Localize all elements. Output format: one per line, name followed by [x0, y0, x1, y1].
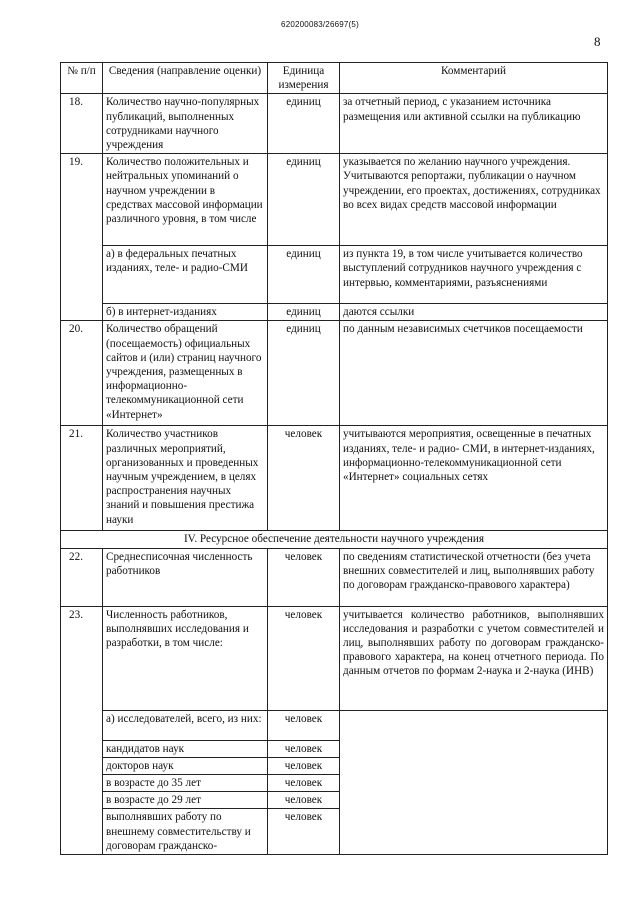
row-info: Численность работников, выполнявших исследования и разработки, в том числе: [103, 606, 268, 710]
table-row [61, 606, 608, 710]
row-info: Среднесписочная численность работников [103, 548, 268, 606]
row-unit: единиц [268, 321, 340, 426]
table-row [61, 154, 608, 246]
section-title: IV. Ресурсное обеспечение деятельности научного учреждения [61, 531, 608, 548]
row-unit: человек [268, 809, 340, 855]
row-info: Количество обращений (посещаемость) официальных сайтов и (или) страниц научного учреждения, размещенных в информационно-телекоммуникационной сети «Интернет» [103, 321, 268, 426]
page-number: 8 [594, 34, 601, 49]
document-id: 620200083/26697(5) [281, 20, 359, 29]
row-comment: по сведениям статистической отчетности (без учета внешних совместителей и лиц, выполнявших работу по договорам гражданско-правового характера) [340, 548, 608, 606]
indicators-table [60, 62, 608, 855]
table-row [61, 548, 608, 606]
table-row [61, 321, 608, 426]
row-number: 18. [61, 94, 103, 154]
row-info: в возрасте до 29 лет [103, 792, 268, 809]
row-info: докторов наук [103, 757, 268, 774]
table-row [61, 710, 608, 740]
row-info: б) в интернет-изданиях [103, 304, 268, 321]
row-unit: единиц [268, 154, 340, 246]
row-info: а) в федеральных печатных изданиях, теле- и радио-СМИ [103, 246, 268, 304]
table-row [61, 246, 608, 304]
section-header-row [61, 531, 608, 548]
table-header-row [61, 63, 608, 94]
row-number: 19. [61, 154, 103, 321]
row-info: в возрасте до 35 лет [103, 775, 268, 792]
row-number: 21. [61, 426, 103, 531]
row-comment-empty [340, 710, 608, 854]
row-unit: единиц [268, 304, 340, 321]
row-comment: учитывается количество работников, выполнявших исследования и разработки с учетом совместителей и лиц, выполнявших работу по договорам гражданско-правового характера, на конец отчетного периода. По данным отчетов по формам 2-наука и 2-наука (ИНВ) [340, 606, 608, 710]
row-unit: единиц [268, 246, 340, 304]
row-unit: человек [268, 775, 340, 792]
row-unit: единиц [268, 94, 340, 154]
table-row [61, 426, 608, 531]
row-number: 23. [61, 606, 103, 854]
row-comment: по данным независимых счетчиков посещаемости [340, 321, 608, 426]
row-info: кандидатов наук [103, 740, 268, 757]
row-unit: человек [268, 548, 340, 606]
row-info: Количество участников различных мероприятий, организованных и проведенных научным учреждением, в целях распространения научных знаний и повышения престижа науки [103, 426, 268, 531]
row-unit: человек [268, 757, 340, 774]
header-info: Сведения (направление оценки) [103, 63, 268, 94]
row-info: а) исследователей, всего, из них: [103, 710, 268, 740]
row-unit: человек [268, 710, 340, 740]
header-number: № п/п [61, 63, 103, 94]
header-unit: Единица измерения [268, 63, 340, 94]
row-unit: человек [268, 792, 340, 809]
table-row [61, 94, 608, 154]
row-number: 20. [61, 321, 103, 426]
row-comment: учитываются мероприятия, освещенные в печатных изданиях, теле- и радио- СМИ, в интернет-изданиях, информационно-телекоммуникационной сети «Интернет» социальных сетях [340, 426, 608, 531]
row-comment: из пункта 19, в том числе учитывается количество выступлений сотрудников научного учреждения с интервью, комментариями, разъяснениями [340, 246, 608, 304]
row-comment: даются ссылки [340, 304, 608, 321]
table-row [61, 304, 608, 321]
row-unit: человек [268, 740, 340, 757]
row-comment: указывается по желанию научного учреждения. Учитываются репортажи, публикации о научном учреждении, его проектах, достижениях, сотрудниках во всех видах средств массовой информации [340, 154, 608, 246]
row-info: Количество положительных и нейтральных упоминаний о научном учреждении в средствах массовой информации различного уровня, в том числе [103, 154, 268, 246]
row-info: Количество научно-популярных публикаций, выполненных сотрудниками научного учреждения [103, 94, 268, 154]
row-unit: человек [268, 426, 340, 531]
row-unit: человек [268, 606, 340, 710]
header-comment: Комментарий [340, 63, 608, 94]
row-number: 22. [61, 548, 103, 606]
row-comment: за отчетный период, с указанием источника размещения или активной ссылки на публикацию [340, 94, 608, 154]
row-info: выполнявших работу по внешнему совместительству и договорам гражданско- [103, 809, 268, 855]
